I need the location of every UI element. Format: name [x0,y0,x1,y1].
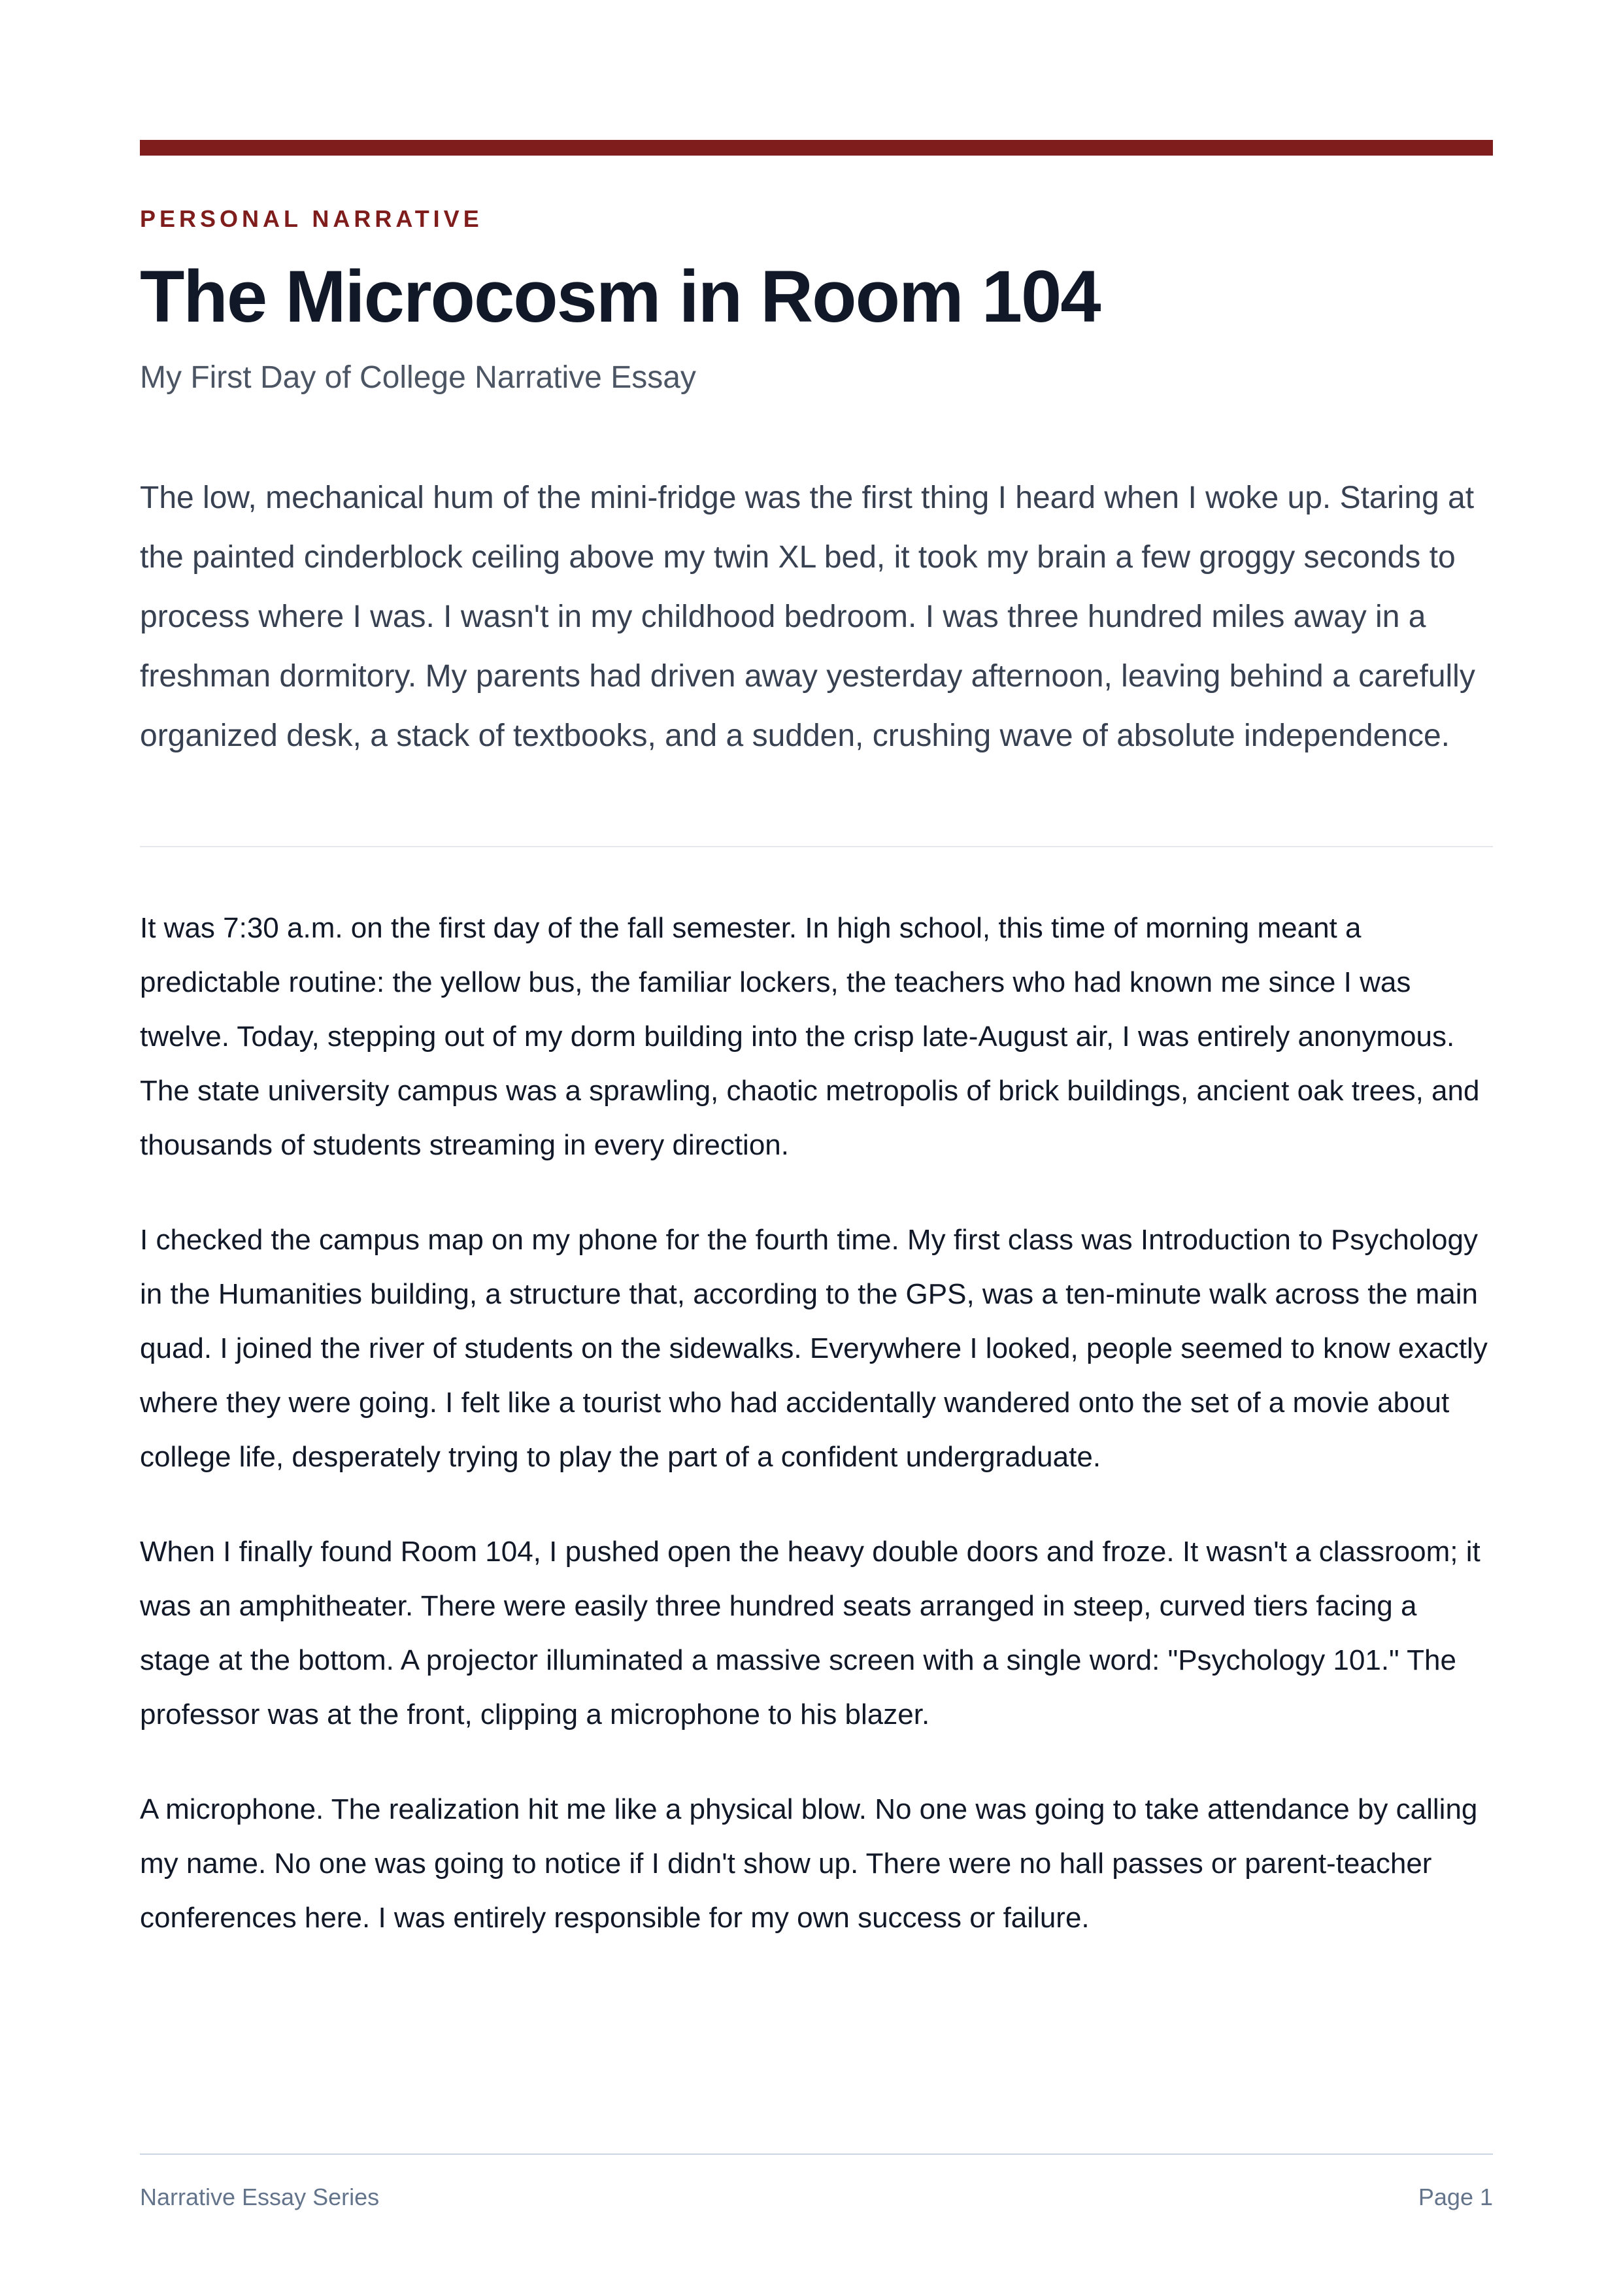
body-paragraph: I checked the campus map on my phone for the fourth time. My first class was Introduction to Psychology in the Humanities building, a structure that, according to the GPS, was a ten-minute walk across the main quad. I joined the river of students on the sidewalks. Everywhere I looked, people seemed to know exactly where they were going. I felt like a tourist who had accidentally wandered onto the set of a movie about college life, desperately trying to play the part of a confident undergraduate. [140,1224,1488,1473]
page-subtitle: My First Day of College Narrative Essay [140,360,696,395]
accent-bar [140,140,1493,156]
page-title: The Microcosm in Room 104 [140,256,1100,337]
page-number: Page 1 [1418,2184,1493,2210]
footer-series: Narrative Essay Series [140,2184,380,2210]
footer-divider [140,2153,1493,2155]
essay-body [140,901,1493,1985]
lead-paragraph: The low, mechanical hum of the mini-fridge was the first thing I heard when I woke up. Staring at the painted cinderblock ceiling above my twin XL bed, it took my brain a few groggy seconds to process where I was. I wasn't in my childhood bedroom. I was three hundred miles away in a freshman dormitory. My parents had driven away yesterday afternoon, leaving behind a carefully organized desk, a stack of textbooks, and a sudden, crushing wave of absolute independence. [140,481,1475,753]
body-paragraph: When I finally found Room 104, I pushed open the heavy double doors and froze. It wasn't a classroom; it was an amphitheater. There were easily three hundred seats arranged in steep, curved tiers facing a stage at the bottom. A projector illuminated a massive screen with a single word: "Psychology 101." The professor was at the front, clipping a microphone to his blazer. [140,1536,1481,1730]
body-paragraph: A microphone. The realization hit me like a physical blow. No one was going to take attendance by calling my name. No one was going to notice if I didn't show up. There were no hall passes or parent-teacher conferences here. I was entirely responsible for my own success or failure. [140,1793,1478,1934]
section-divider [140,846,1493,847]
category-label: PERSONAL NARRATIVE [140,205,483,232]
body-paragraph: It was 7:30 a.m. on the first day of the fall semester. In high school, this time of morning meant a predictable routine: the yellow bus, the familiar lockers, the teachers who had known me since I was twelve. Today, stepping out of my dorm building into the crisp late-August air, I was entirely anonymous. The state university campus was a sprawling, chaotic metropolis of brick buildings, ancient oak trees, and thousands of students streaming in every direction. [140,912,1480,1161]
